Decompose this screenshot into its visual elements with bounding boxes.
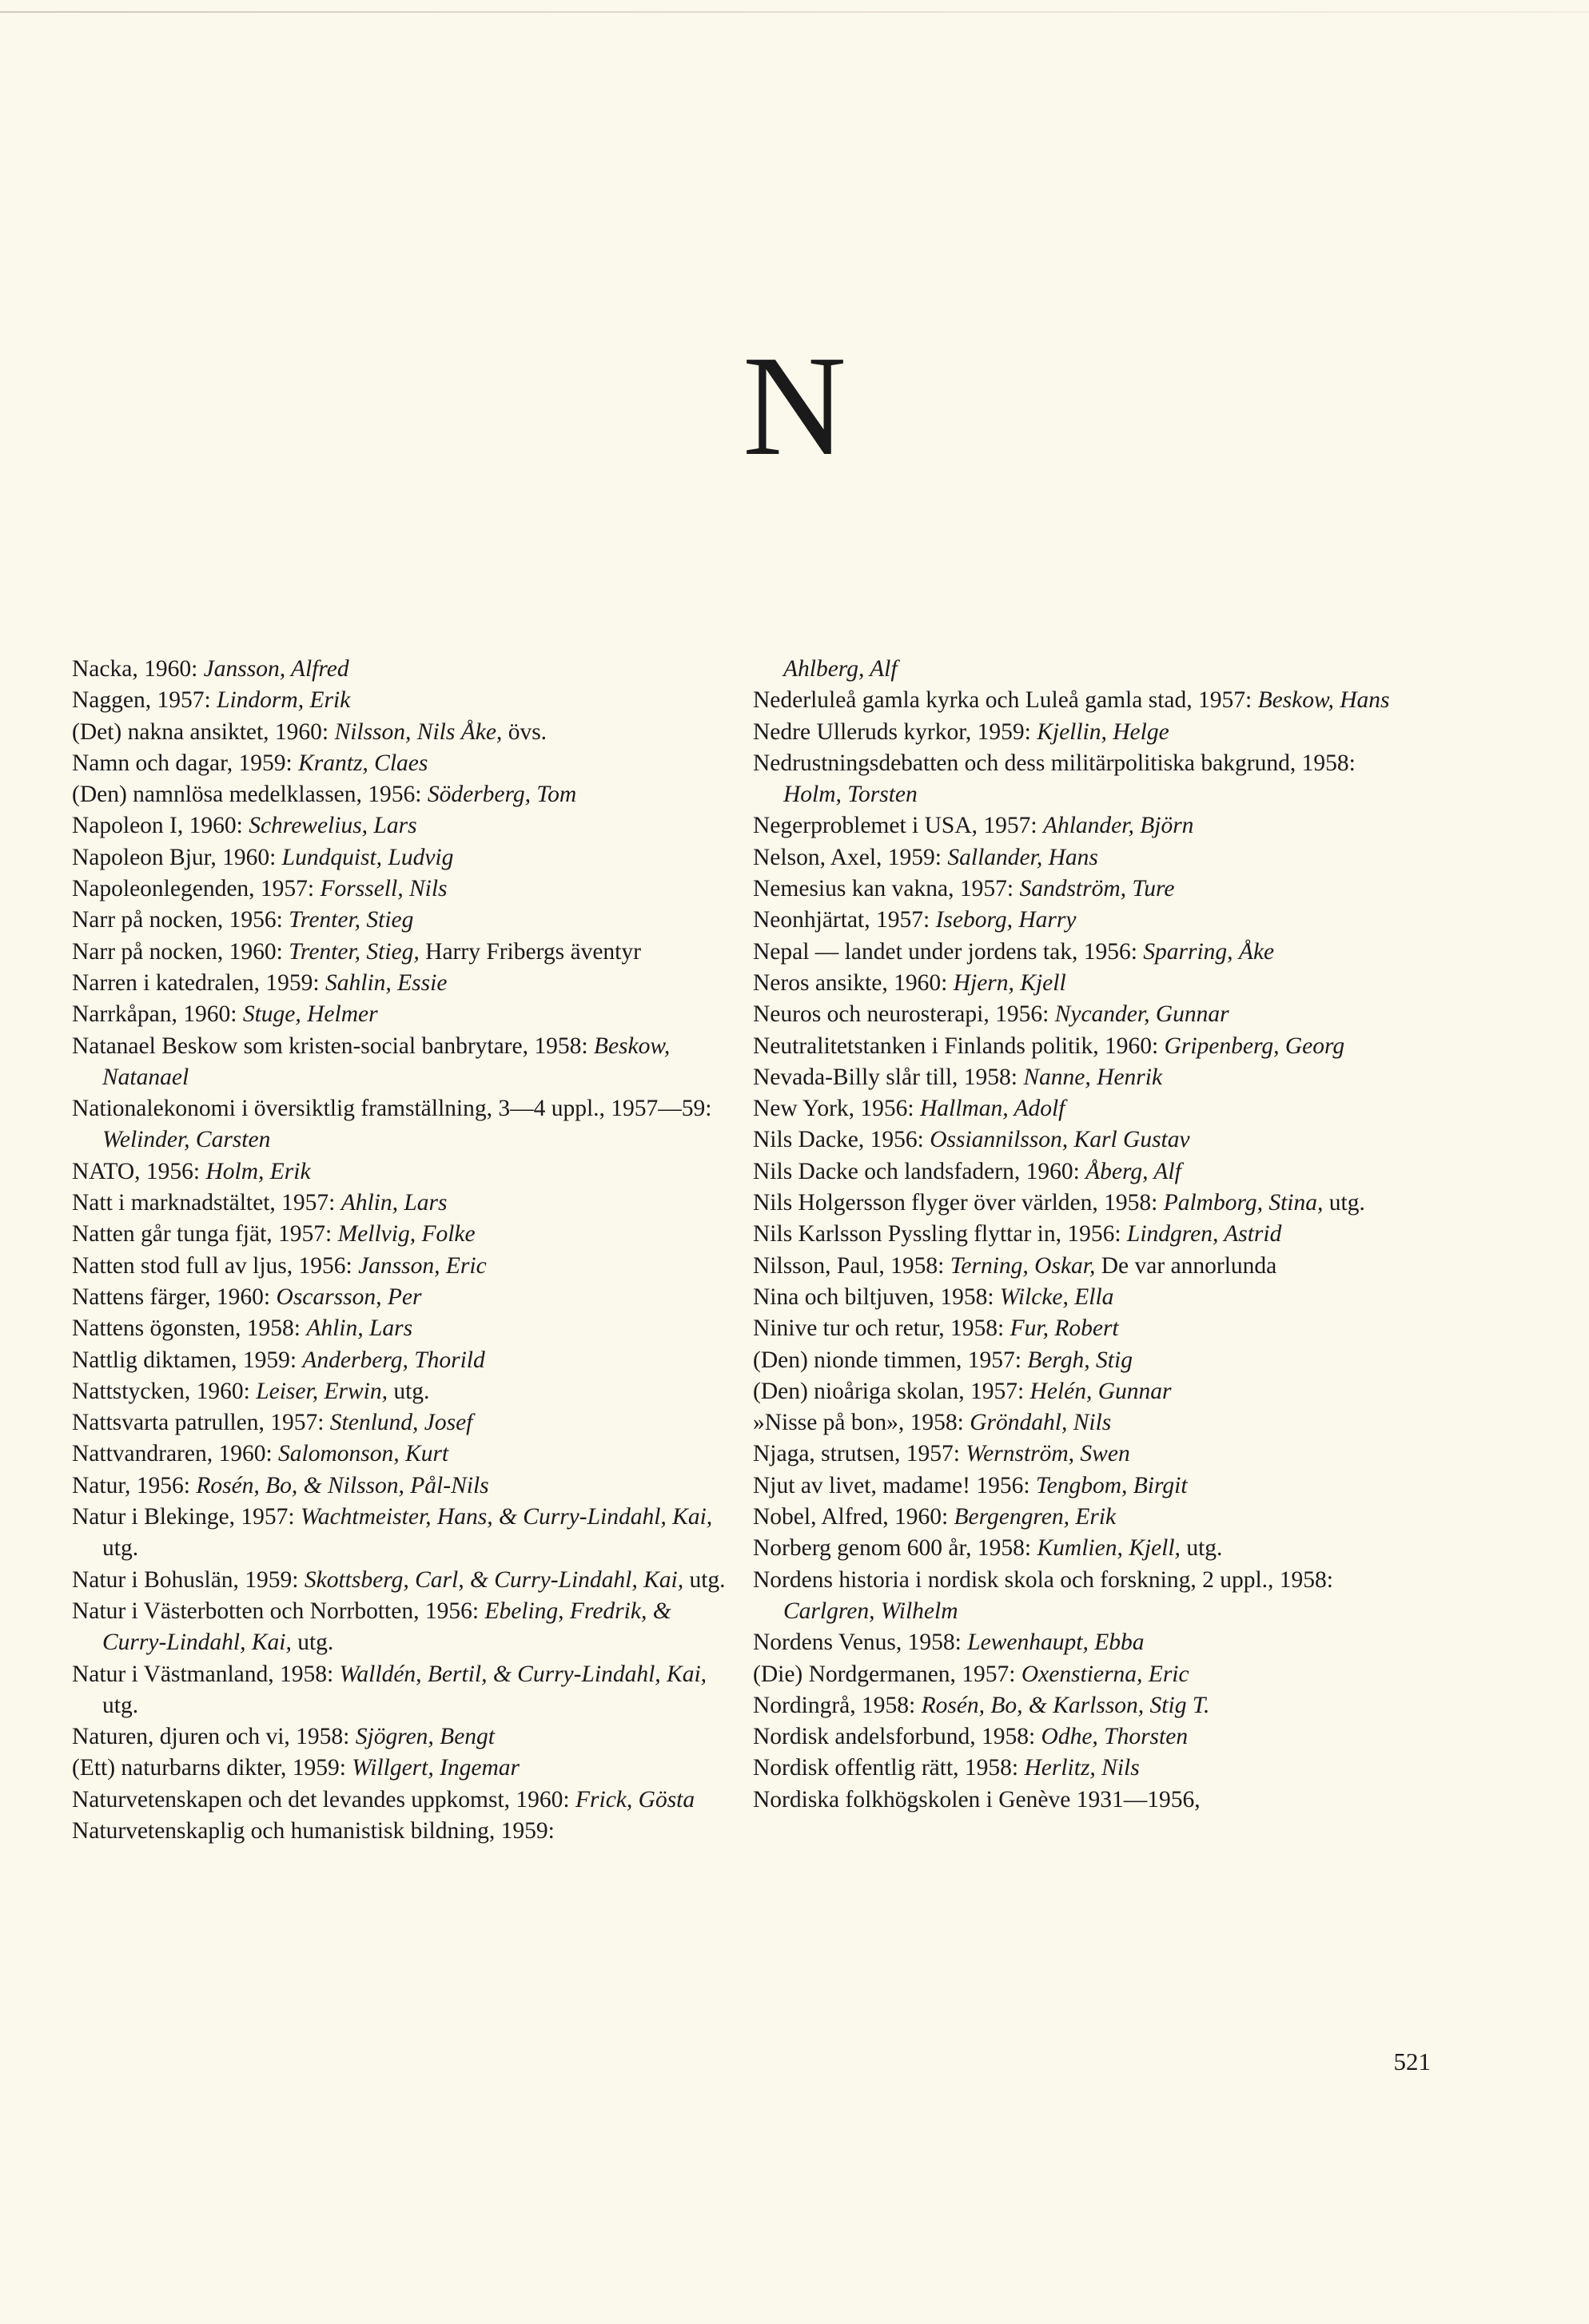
entry-title: Natten stod full av ljus, 1956: — [72, 1252, 359, 1279]
entry-title: Nordens historia i nordisk skola och forskning, 2 uppl., 1958: — [753, 1566, 1333, 1593]
entry-author: Iseborg, Harry — [935, 907, 1077, 933]
entry-author: Söderberg, Tom — [427, 782, 577, 808]
entry-title: Nattens färger, 1960: — [72, 1283, 277, 1310]
index-entry — [72, 779, 735, 810]
entry-title: Natur i Blekinge, 1957: — [72, 1504, 301, 1530]
index-entry — [753, 1565, 1416, 1628]
entry-title: Natanael Beskow som kristen-social banbrytare, 1958: — [72, 1033, 594, 1059]
entry-author: Gröndahl, Nils — [970, 1410, 1112, 1436]
entry-title: Nordens Venus, 1958: — [753, 1630, 968, 1656]
entry-title: Neonhjärtat, 1957: — [753, 907, 936, 933]
entry-author: Lindorm, Erik — [217, 687, 351, 714]
entry-title: Naturvetenskaplig och humanistisk bildning, 1959: — [72, 1817, 555, 1844]
entry-author: Kumlien, Kjell, — [1037, 1535, 1181, 1562]
index-entry — [753, 1627, 1416, 1658]
entry-author: Anderberg, Thorild — [302, 1347, 485, 1373]
entry-author: Leiser, Erwin, — [256, 1378, 388, 1404]
index-entry — [72, 905, 735, 936]
entry-title: Neros ansikte, 1960: — [753, 969, 954, 996]
index-entry — [72, 1251, 735, 1282]
entry-author: Sjögren, Bengt — [355, 1724, 495, 1750]
entry-author: Ebeling, Fredrik, & Curry-Lindahl, Kai, — [102, 1598, 671, 1656]
entry-author: Walldén, Bertil, & Curry-Lindahl, Kai, — [339, 1661, 707, 1687]
entry-author: Åberg, Alf — [1085, 1158, 1181, 1184]
index-entry — [72, 999, 735, 1030]
entry-title: Naggen, 1957: — [72, 687, 217, 714]
index-entry — [753, 1093, 1416, 1124]
index-entry — [753, 1156, 1416, 1188]
entry-author: Ahlander, Björn — [1042, 813, 1194, 839]
index-entry — [753, 999, 1416, 1030]
entry-author: Trenter, Stieg — [289, 907, 414, 933]
entry-title: (Ett) naturbarns dikter, 1959: — [72, 1755, 352, 1781]
entry-author: Oxenstierna, Eric — [1021, 1661, 1189, 1687]
entry-remark: utg. — [1323, 1190, 1365, 1216]
entry-title: NATO, 1956: — [72, 1158, 206, 1184]
entry-title: Namn och dagar, 1959: — [72, 750, 299, 776]
entry-title: Nattsvarta patrullen, 1957: — [72, 1410, 330, 1436]
index-entry — [72, 1156, 735, 1188]
entry-title: (Det) nakna ansiktet, 1960: — [72, 718, 335, 745]
index-entry — [753, 654, 1416, 685]
entry-remark: utg. — [291, 1630, 334, 1656]
index-entry — [753, 1753, 1416, 1784]
left-column — [72, 654, 735, 1847]
index-entry — [753, 1313, 1416, 1344]
entry-title: Natur, 1956: — [72, 1472, 197, 1498]
entry-author: Gripenberg, Georg — [1164, 1033, 1345, 1059]
entry-title: Naturvetenskapen och det levandes uppkomst, 1960: — [72, 1786, 576, 1813]
entry-remark: Harry Fribergs äventyr — [419, 938, 641, 965]
entry-title: Norberg genom 600 år, 1958: — [753, 1535, 1037, 1562]
entry-author: Hjern, Kjell — [953, 969, 1066, 996]
entry-title: Nordiska folkhögskolen i Genève 1931—1956, — [753, 1786, 1201, 1813]
entry-author: Lewenhaupt, Ebba — [967, 1630, 1145, 1656]
index-entry — [753, 1376, 1416, 1407]
entry-title: »Nisse på bon», 1958: — [753, 1410, 970, 1436]
entry-author: Wilcke, Ella — [999, 1283, 1114, 1310]
index-entry — [753, 685, 1416, 716]
entry-author: Wachtmeister, Hans, & Curry-Lindahl, Kai, — [300, 1504, 713, 1530]
index-entry — [72, 1596, 735, 1659]
index-entry — [72, 1093, 735, 1156]
index-entry — [753, 717, 1416, 748]
index-entry — [72, 1816, 735, 1847]
index-entry — [753, 748, 1416, 811]
entry-title: Nemesius kan vakna, 1957: — [753, 876, 1020, 902]
entry-author: Herlitz, Nils — [1024, 1755, 1140, 1781]
entry-author: Stenlund, Josef — [329, 1410, 473, 1436]
entry-author: Beskow, Hans — [1257, 687, 1390, 714]
entry-author: Lundquist, Ludvig — [281, 844, 454, 870]
entry-author: Fur, Robert — [1010, 1315, 1119, 1342]
entry-remark: utg. — [102, 1535, 139, 1562]
index-entry — [753, 1251, 1416, 1282]
entry-author: Skottsberg, Carl, & Curry-Lindahl, Kai, — [304, 1566, 684, 1593]
entry-title: Nacka, 1960: — [72, 656, 204, 682]
entry-author: Trenter, Stieg, — [289, 938, 420, 965]
entry-author: Ahlberg, Alf — [783, 656, 898, 682]
entry-title: Natt i marknadstältet, 1957: — [72, 1190, 341, 1216]
entry-author: Holm, Erik — [205, 1158, 311, 1184]
entry-author: Nanne, Henrik — [1023, 1064, 1163, 1090]
index-entry — [72, 873, 735, 905]
index-entry — [753, 1785, 1416, 1816]
index-entry — [72, 1565, 735, 1596]
entry-title: Nedrustningsdebatten och dess militärpolitiska bakgrund, 1958: — [753, 750, 1356, 776]
index-entry — [753, 1721, 1416, 1753]
entry-remark: övs. — [502, 718, 548, 745]
entry-title: (Den) nioåriga skolan, 1957: — [753, 1378, 1030, 1404]
index-entry — [72, 1721, 735, 1753]
entry-author: Holm, Torsten — [783, 782, 918, 808]
page-number: 521 — [1393, 2047, 1431, 2075]
index-entry — [753, 1690, 1416, 1721]
index-entry — [753, 1219, 1416, 1250]
index-entry — [753, 905, 1416, 936]
index-entry — [72, 1313, 735, 1344]
entry-author: Terning, Oskar, — [950, 1252, 1096, 1279]
index-entry — [753, 1062, 1416, 1093]
entry-title: Nils Dacke, 1956: — [753, 1127, 930, 1153]
entry-remark: utg. — [1180, 1535, 1223, 1562]
entry-author: Willgert, Ingemar — [352, 1755, 520, 1781]
entry-author: Kjellin, Helge — [1037, 718, 1169, 745]
index-entry — [72, 1407, 735, 1439]
entry-title: Natten går tunga fjät, 1957: — [72, 1221, 338, 1248]
entry-title: Natur i Västmanland, 1958: — [72, 1661, 340, 1687]
entry-title: (Den) nionde timmen, 1957: — [753, 1347, 1028, 1373]
entry-author: Oscarsson, Per — [276, 1283, 422, 1310]
entry-title: Napoleon Bjur, 1960: — [72, 844, 282, 870]
entry-author: Jansson, Eric — [358, 1252, 487, 1279]
entry-title: Narr på nocken, 1956: — [72, 907, 289, 933]
index-entry — [753, 1502, 1416, 1533]
entry-author: Wernström, Swen — [966, 1441, 1130, 1467]
entry-title: Nepal — landet under jordens tak, 1956: — [753, 938, 1144, 965]
entry-author: Salomonson, Kurt — [278, 1441, 449, 1467]
entry-title: Nordisk andelsforbund, 1958: — [753, 1724, 1041, 1750]
entry-title: Nelson, Axel, 1959: — [753, 844, 948, 870]
entry-author: Palmborg, Stina, — [1163, 1190, 1324, 1216]
index-entry — [753, 1533, 1416, 1564]
index-entry — [72, 685, 735, 716]
entry-author: Krantz, Claes — [298, 750, 428, 776]
index-entry — [753, 1031, 1416, 1062]
entry-remark: utg. — [102, 1692, 139, 1718]
entry-title: Nationalekonomi i översiktlig framställning, 3—4 uppl., 1957—59: — [72, 1096, 712, 1122]
index-entry — [753, 1188, 1416, 1219]
entry-author: Nycander, Gunnar — [1054, 1001, 1229, 1028]
entry-title: Narr på nocken, 1960: — [72, 938, 289, 965]
entry-title: Natur i Västerbotten och Norrbotten, 1956: — [72, 1598, 485, 1624]
entry-author: Sparring, Åke — [1143, 938, 1275, 965]
entry-author: Rosén, Bo, & Karlsson, Stig T. — [921, 1692, 1210, 1718]
entry-author: Tengbom, Birgit — [1035, 1472, 1188, 1498]
index-entry — [72, 1470, 735, 1502]
index-entry — [753, 968, 1416, 999]
index-entry — [72, 1785, 735, 1816]
entry-title: Njut av livet, madame! 1956: — [753, 1472, 1036, 1498]
entry-title: Negerproblemet i USA, 1957: — [753, 813, 1043, 839]
entry-title: Nattens ögonsten, 1958: — [72, 1315, 307, 1342]
section-letter: N — [743, 326, 846, 485]
index-entry — [753, 1124, 1416, 1156]
entry-title: Nordisk offentlig rätt, 1958: — [753, 1755, 1025, 1781]
index-entry — [753, 842, 1416, 873]
entry-author: Stuge, Helmer — [242, 1001, 378, 1028]
entry-remark: utg. — [387, 1378, 430, 1404]
entry-title: Nedre Ulleruds kyrkor, 1959: — [753, 718, 1037, 745]
entry-title: Nils Holgersson flyger över världen, 1958: — [753, 1190, 1164, 1216]
entry-title: (Die) Nordgermanen, 1957: — [753, 1661, 1022, 1687]
entry-author: Ahlin, Lars — [340, 1190, 448, 1216]
index-entry — [753, 1659, 1416, 1690]
entry-remark: utg. — [683, 1566, 726, 1593]
entry-author: Carlgren, Wilhelm — [783, 1598, 958, 1624]
index-entry — [753, 1470, 1416, 1502]
entry-title: Narrkåpan, 1960: — [72, 1001, 243, 1028]
entry-author: Hallman, Adolf — [919, 1096, 1065, 1122]
entry-title: Nevada-Billy slår till, 1958: — [753, 1064, 1024, 1090]
index-entry — [72, 1345, 735, 1376]
entry-author: Schrewelius, Lars — [249, 813, 417, 839]
entry-title: Neutralitetstanken i Finlands politik, 1960: — [753, 1033, 1165, 1059]
index-entry — [72, 1753, 735, 1784]
entry-title: Neuros och neurosterapi, 1956: — [753, 1001, 1055, 1028]
entry-author: Sahlin, Essie — [325, 969, 448, 996]
entry-title: Natur i Bohuslän, 1959: — [72, 1566, 305, 1593]
index-entry — [72, 968, 735, 999]
entry-author: Sandström, Ture — [1019, 876, 1175, 902]
entry-title: Nina och biltjuven, 1958: — [753, 1283, 1000, 1310]
entry-title: Nederluleå gamla kyrka och Luleå gamla stad, 1957: — [753, 687, 1258, 714]
top-edge-rule — [0, 11, 1589, 13]
entry-author: Jansson, Alfred — [203, 656, 349, 682]
entry-title: Nils Dacke och landsfadern, 1960: — [753, 1158, 1086, 1184]
index-entry — [72, 937, 735, 968]
entry-author: Rosén, Bo, & Nilsson, Pål-Nils — [196, 1472, 489, 1498]
entry-author: Welinder, Carsten — [102, 1127, 271, 1153]
entry-title: Napoleon I, 1960: — [72, 813, 249, 839]
entry-author: Forssell, Nils — [320, 876, 448, 902]
index-entry — [753, 1407, 1416, 1439]
index-entry — [753, 1282, 1416, 1313]
entry-author: Ossiannilsson, Karl Gustav — [930, 1127, 1190, 1153]
index-entry — [72, 842, 735, 873]
entry-remark: De var annorlunda — [1095, 1252, 1277, 1279]
index-entry — [72, 1219, 735, 1250]
entry-author: Lindgren, Astrid — [1126, 1221, 1282, 1248]
index-entry — [753, 873, 1416, 905]
entry-title: Nattvandraren, 1960: — [72, 1441, 279, 1467]
entry-title: Naturen, djuren och vi, 1958: — [72, 1724, 356, 1750]
entry-title: (Den) namnlösa medelklassen, 1956: — [72, 782, 428, 808]
entry-title: Nils Karlsson Pyssling flyttar in, 1956: — [753, 1221, 1127, 1248]
entry-title: Nattlig diktamen, 1959: — [72, 1347, 303, 1373]
index-entry — [72, 810, 735, 842]
entry-title: Napoleonlegenden, 1957: — [72, 876, 321, 902]
entry-title: Nattstycken, 1960: — [72, 1378, 257, 1404]
entry-author: Frick, Gösta — [575, 1786, 695, 1813]
index-entry — [72, 748, 735, 779]
entry-title: Njaga, strutsen, 1957: — [753, 1441, 966, 1467]
index-entry — [72, 717, 735, 748]
index-entry — [72, 1282, 735, 1313]
entry-title: Narren i katedralen, 1959: — [72, 969, 325, 996]
entry-author: Helén, Gunnar — [1029, 1378, 1172, 1404]
index-entry — [72, 1188, 735, 1219]
index-entry — [72, 1439, 735, 1470]
index-entry — [72, 1659, 735, 1722]
entry-title: New York, 1956: — [753, 1096, 920, 1122]
entry-author: Nilsson, Nils Åke, — [334, 718, 503, 745]
right-column — [753, 654, 1416, 1816]
index-entry — [72, 1376, 735, 1407]
index-entry — [753, 1439, 1416, 1470]
entry-author: Ahlin, Lars — [306, 1315, 413, 1342]
index-entry — [72, 654, 735, 685]
entry-author: Bergengren, Erik — [954, 1504, 1117, 1530]
index-entry — [72, 1502, 735, 1565]
entry-author: Odhe, Thorsten — [1041, 1724, 1189, 1750]
index-entry — [72, 1031, 735, 1094]
entry-title: Nobel, Alfred, 1960: — [753, 1504, 954, 1530]
entry-author: Beskow, Natanael — [102, 1033, 671, 1090]
index-entry — [753, 810, 1416, 842]
entry-author: Mellvig, Folke — [337, 1221, 476, 1248]
entry-title: Nilsson, Paul, 1958: — [753, 1252, 950, 1279]
entry-author: Bergh, Stig — [1027, 1347, 1133, 1373]
index-entry — [753, 1345, 1416, 1376]
entry-author: Sallander, Hans — [947, 844, 1098, 870]
index-entry — [753, 937, 1416, 968]
entry-title: Nordingrå, 1958: — [753, 1692, 922, 1718]
entry-title: Ninive tur och retur, 1958: — [753, 1315, 1010, 1342]
